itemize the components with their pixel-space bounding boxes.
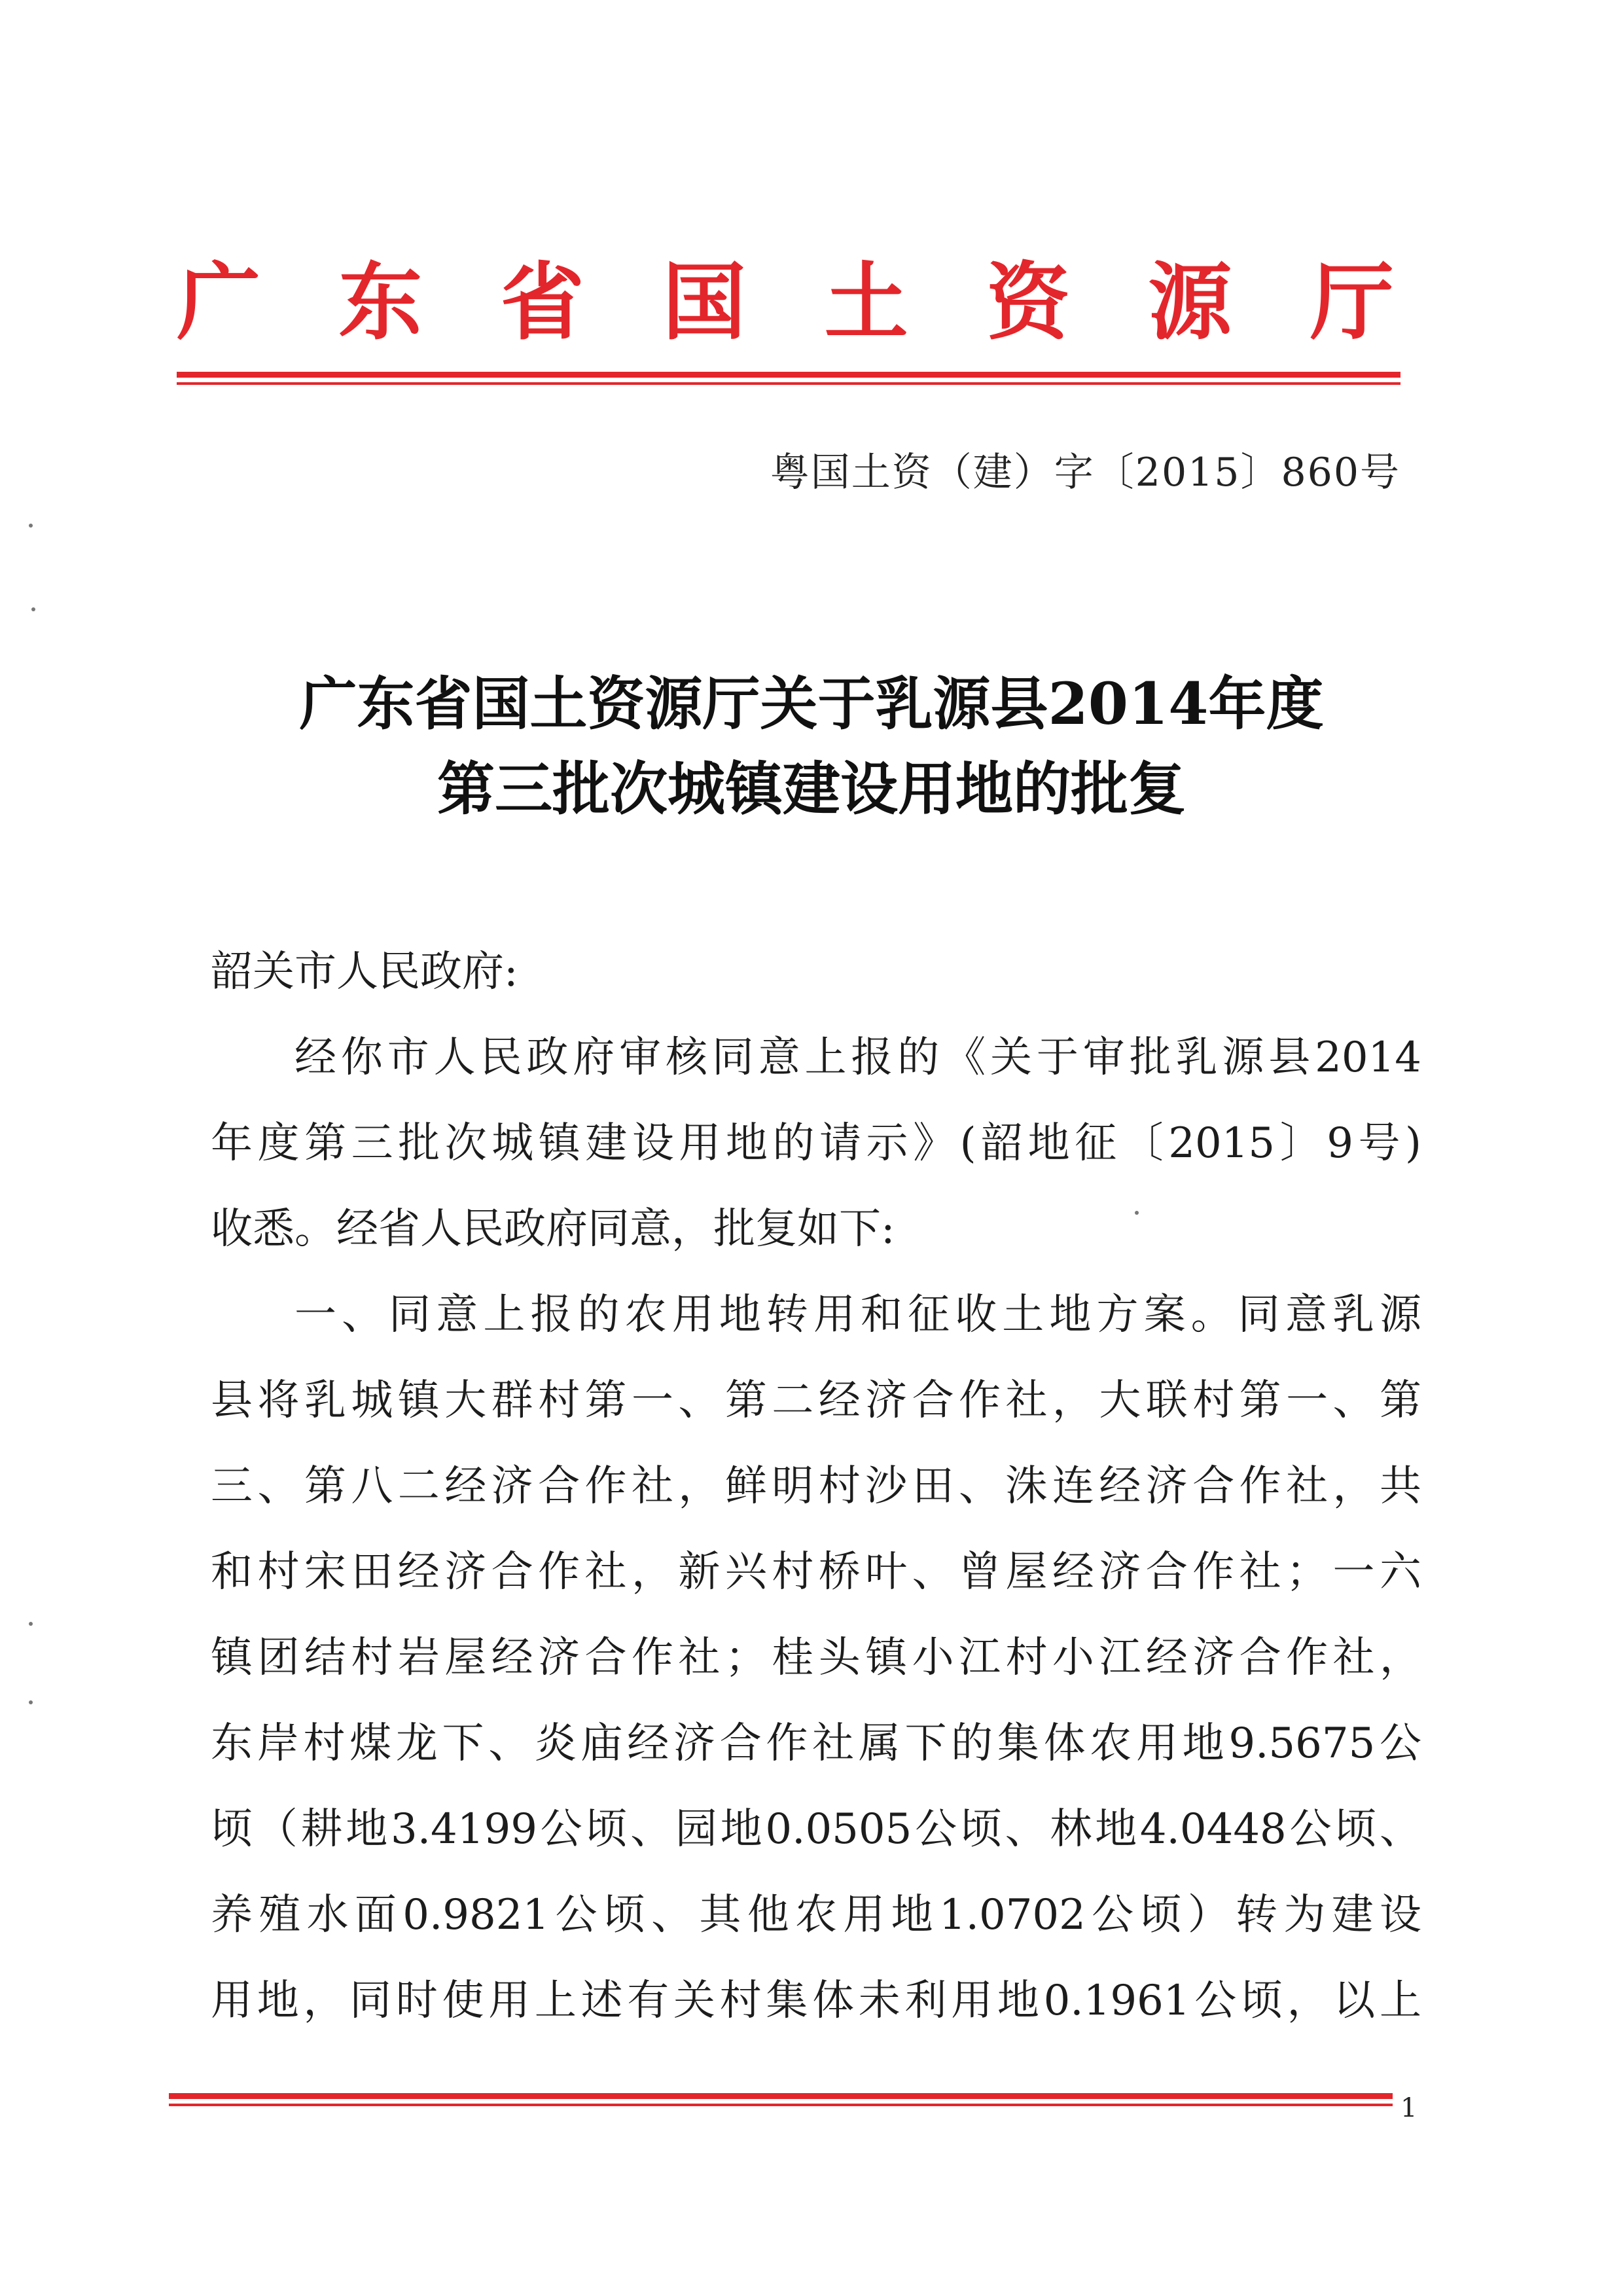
body-line: 顷（耕地3.4199公顷、园地0.0505公顷、林地4.0448公顷、	[211, 1805, 1421, 1854]
header-char: 省	[500, 254, 584, 351]
body-line: 年度第三批次城镇建设用地的请示》(韶地征〔2015〕9号)	[211, 1119, 1421, 1168]
header-divider-thin	[177, 382, 1400, 385]
scan-speck	[29, 1622, 33, 1626]
body-line: 经你市人民政府审核同意上报的《关于审批乳源县2014	[294, 1033, 1421, 1082]
issuing-authority-header	[177, 254, 1394, 352]
body-line: 镇团结村岩屋经济合作社；桂头镇小江村小江经济合作社，	[211, 1634, 1421, 1682]
header-char: 广	[177, 254, 261, 351]
header-char: 东	[338, 254, 423, 351]
header-char: 资	[986, 254, 1071, 351]
body-line: 用地，同时使用上述有关村集体未利用地0.1961公顷，以上	[211, 1977, 1421, 2025]
header-char: 厅	[1310, 254, 1394, 351]
body-line: 一、同意上报的农用地转用和征收土地方案。同意乳源	[294, 1291, 1421, 1339]
body-line: 收悉。经省人民政府同意，批复如下:	[211, 1205, 895, 1253]
title-line-1: 广东省国土资源厅关于乳源县2014年度	[299, 670, 1324, 738]
page-number: 1	[1400, 2093, 1418, 2123]
header-char: 土	[824, 254, 908, 351]
header-char: 源	[1148, 254, 1232, 351]
scan-speck	[29, 1700, 33, 1704]
addressee: 韶关市人民政府:	[211, 948, 518, 996]
body-line: 县将乳城镇大群村第一、第二经济合作社，大联村第一、第	[211, 1376, 1421, 1425]
header-char: 国	[662, 254, 747, 351]
scan-speck	[29, 524, 33, 528]
footer-divider-thin	[169, 2104, 1393, 2106]
footer-divider-thick	[169, 2093, 1393, 2099]
body-line: 和村宋田经济合作社，新兴村桥叶、曾屋经济合作社；一六	[211, 1548, 1421, 1596]
document-number: 粤国土资（建）字〔2015〕860号	[770, 450, 1400, 495]
scan-speck	[31, 607, 35, 611]
body-line: 养殖水面0.9821公顷、其他农用地1.0702公顷）转为建设	[211, 1891, 1421, 1939]
header-divider-thick	[177, 372, 1400, 378]
scan-speck	[1135, 1211, 1139, 1215]
body-line: 东岸村煤龙下、炎庙经济合作社属下的集体农用地9.5675公	[211, 1719, 1421, 1768]
title-line-2: 第三批次城镇建设用地的批复	[437, 755, 1186, 823]
body-line: 三、第八二经济合作社，鲜明村沙田、洙连经济合作社，共	[211, 1462, 1421, 1511]
document-body	[211, 929, 1421, 2044]
document-title	[164, 661, 1459, 831]
